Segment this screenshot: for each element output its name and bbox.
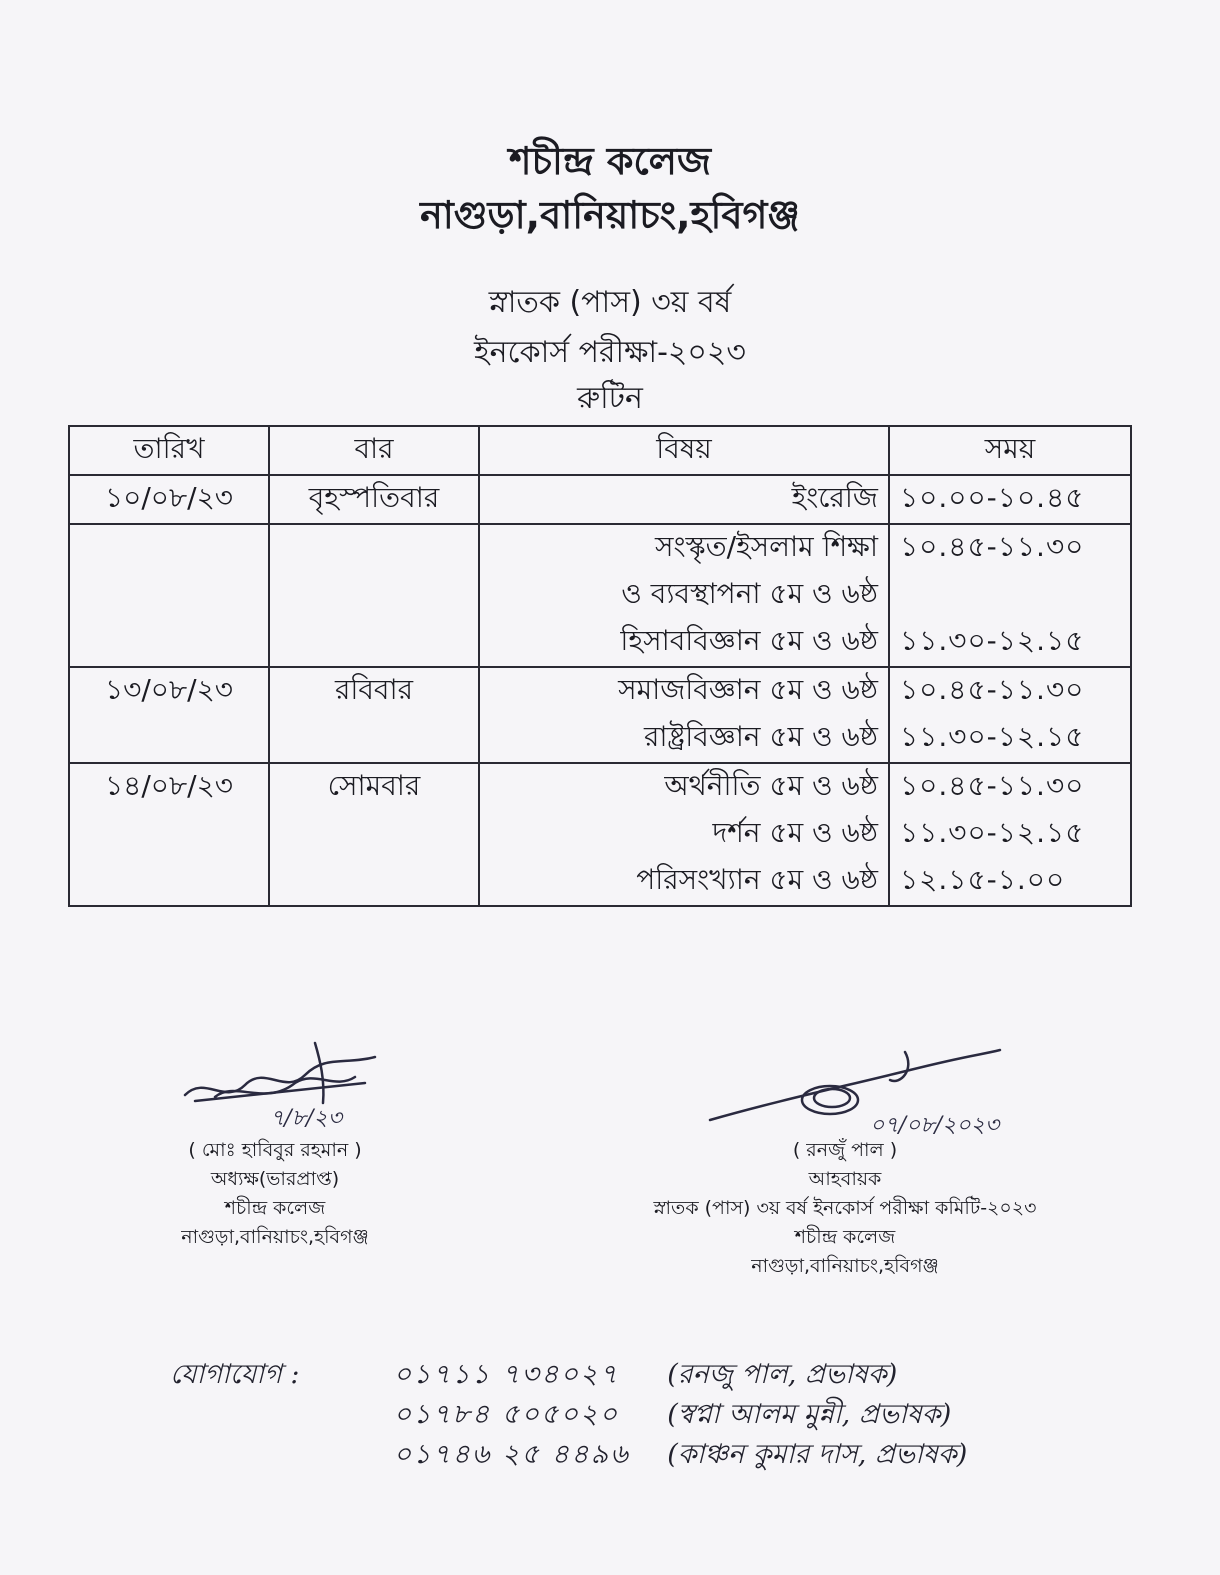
convener-address: নাগুড়া,বানিয়াচং,হবিগঞ্জ (751, 1255, 939, 1277)
cell-time: ১০.৪৫-১১.৩০ (889, 763, 1131, 811)
exam-title: ইনকোর্স পরীক্ষা-২০২৩ (474, 335, 746, 370)
header-time: সময় (889, 426, 1131, 475)
convener-college: শচীন্দ্র কলেজ (794, 1226, 896, 1248)
cell-subject: পরিসংখ্যান ৫ম ও ৬ষ্ঠ (479, 858, 889, 906)
header-subject: বিষয় (479, 426, 889, 475)
convener-name: ( রনজুঁ পাল ) (792, 1139, 898, 1161)
cell-time: ১০.৪৫-১১.৩০ (889, 524, 1131, 572)
contact-person: (রনজু পাল, প্রভাষক) (667, 1359, 898, 1390)
table-row (69, 715, 1131, 763)
cell-subject: রাষ্ট্রবিজ্ঞান ৫ম ও ৬ষ্ঠ (479, 715, 889, 763)
convener-sign-date: ০৭/০৮/২০২৩ (870, 1113, 1000, 1135)
cell-time: ১০.০০-১০.৪৫ (889, 475, 1131, 524)
cell-subject: দর্শন ৫ম ও ৬ষ্ঠ (479, 811, 889, 858)
principal-signature (175, 1035, 405, 1135)
contact-row (170, 1395, 1130, 1435)
contact-number: ০১৭১১ ৭৩৪০২৭ (393, 1359, 620, 1390)
college-name: শচীন্দ্র কলেজ (509, 139, 711, 183)
cell-day: বৃহস্পতিবার (269, 475, 479, 524)
program-title: স্নাতক (পাস) ৩য় বর্ষ (488, 285, 732, 320)
cell-day (269, 858, 479, 906)
cell-time: ১২.১৫-১.০০ (889, 858, 1131, 906)
cell-subject: হিসাববিজ্ঞান ৫ম ও ৬ষ্ঠ (479, 619, 889, 667)
table-row (69, 572, 1131, 619)
contact-row (170, 1355, 1130, 1395)
table-row (69, 475, 1131, 524)
cell-date (69, 619, 269, 667)
contact-label: যোগাযোগ : (170, 1359, 300, 1390)
cell-date (69, 858, 269, 906)
principal-sign-date: ৭/৮/২৩ (270, 1106, 343, 1131)
routine-table (68, 425, 1132, 907)
contact-person: (কাঞ্চন কুমার দাস, প্রভাষক) (667, 1439, 968, 1470)
cell-time: ১১.৩০-১২.১৫ (889, 811, 1131, 858)
cell-time: ১১.৩০-১২.১৫ (889, 619, 1131, 667)
table-header-row (69, 426, 1131, 475)
cell-time: ১১.৩০-১২.১৫ (889, 715, 1131, 763)
table-row (69, 858, 1131, 906)
principal-block (120, 1136, 430, 1252)
cell-day (269, 811, 479, 858)
table-row (69, 811, 1131, 858)
convener-block (555, 1136, 1135, 1281)
header-day: বার (269, 426, 479, 475)
contact-row (170, 1435, 1130, 1475)
contact-number: ০১৭৮৪ ৫০৫০২০ (393, 1399, 620, 1430)
table-row (69, 763, 1131, 811)
cell-date: ১৩/০৮/২৩ (69, 667, 269, 715)
cell-subject: অর্থনীতি ৫ম ও ৬ষ্ঠ (479, 763, 889, 811)
cell-subject: সমাজবিজ্ঞান ৫ম ও ৬ষ্ঠ (479, 667, 889, 715)
cell-date (69, 572, 269, 619)
cell-day (269, 715, 479, 763)
principal-name: ( মোঃ হাবিবুর রহমান ) (188, 1139, 362, 1161)
convener-title: আহবায়ক (808, 1168, 882, 1190)
cell-date (69, 715, 269, 763)
principal-college: শচীন্দ্র কলেজ (224, 1197, 326, 1219)
contact-number: ০১৭৪৬ ২৫ ৪৪৯৬ (393, 1439, 630, 1470)
cell-date (69, 811, 269, 858)
convener-committee: স্নাতক (পাস) ৩য় বর্ষ ইনকোর্স পরীক্ষা কমিটি-২০২৩ (653, 1197, 1037, 1219)
convener-signature (700, 1040, 1100, 1135)
cell-subject: ও ব্যবস্থাপনা ৫ম ও ৬ষ্ঠ (479, 572, 889, 619)
table-row (69, 524, 1131, 572)
principal-title: অধ্যক্ষ(ভারপ্রাপ্ত) (210, 1168, 340, 1190)
contact-person: (স্বপ্না আলম মুন্নী, প্রভাষক) (667, 1399, 952, 1430)
routine-title: রুটিন (577, 381, 643, 416)
contact-list (170, 1355, 1130, 1475)
cell-time: ১০.৪৫-১১.৩০ (889, 667, 1131, 715)
header-date: তারিখ (69, 426, 269, 475)
cell-day (269, 524, 479, 572)
cell-day: সোমবার (269, 763, 479, 811)
cell-day (269, 572, 479, 619)
cell-date (69, 524, 269, 572)
cell-subject: সংস্কৃত/ইসলাম শিক্ষা (479, 524, 889, 572)
college-address: নাগুড়া,বানিয়াচং,হবিগঞ্জ (420, 193, 800, 237)
cell-date: ১০/০৮/২৩ (69, 475, 269, 524)
cell-day: রবিবার (269, 667, 479, 715)
cell-time (889, 572, 1131, 619)
table-row (69, 619, 1131, 667)
principal-address: নাগুড়া,বানিয়াচং,হবিগঞ্জ (181, 1226, 369, 1248)
table-row (69, 667, 1131, 715)
cell-date: ১৪/০৮/২৩ (69, 763, 269, 811)
cell-subject: ইংরেজি (479, 475, 889, 524)
cell-day (269, 619, 479, 667)
